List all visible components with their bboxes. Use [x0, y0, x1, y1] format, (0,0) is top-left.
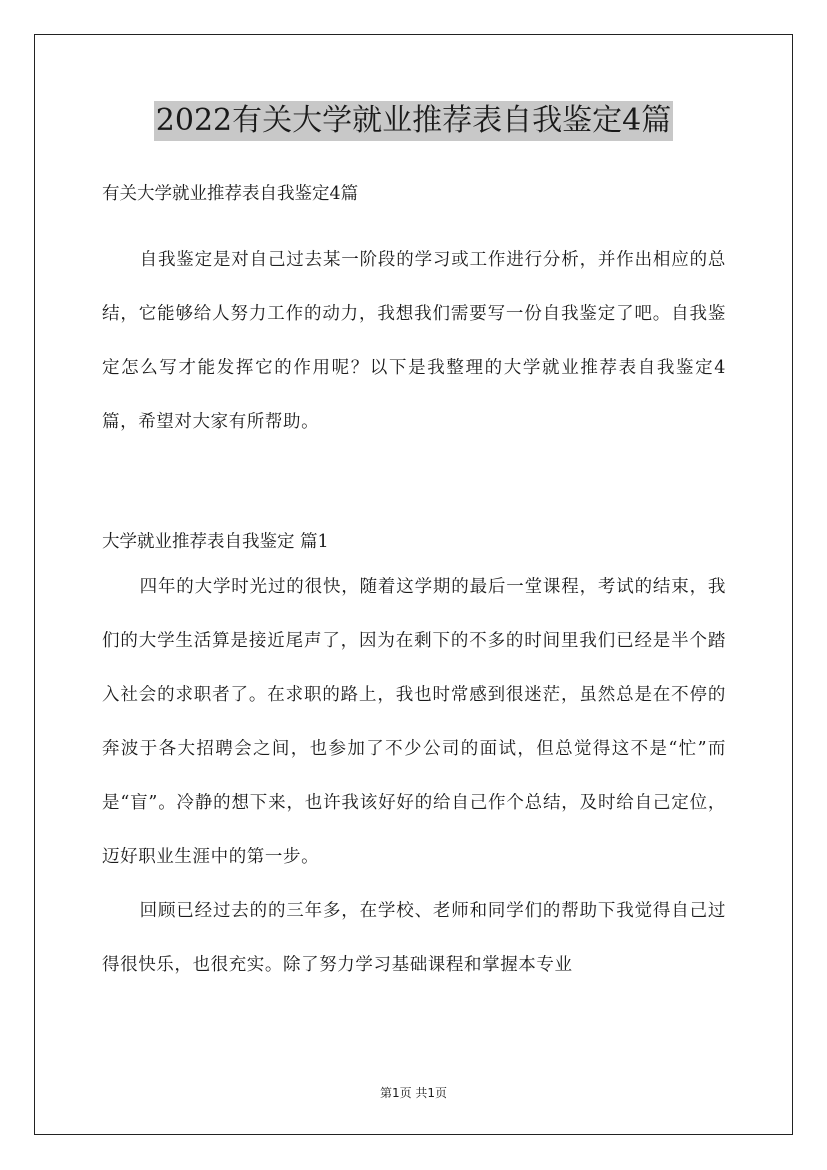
spacer — [102, 449, 726, 524]
document-subtitle: 有关大学就业推荐表自我鉴定4篇 — [102, 184, 359, 204]
page-footer: 第1页 共1页 — [379, 1086, 448, 1100]
document-body — [102, 178, 726, 992]
title-container — [0, 101, 827, 141]
body-paragraph: 四年的大学时光过的很快，随着这学期的最后一堂课程，考试的结束，我们的大学生活算是接近尾声了，因为在剩下的不多的时间里我们已经是半个踏入社会的求职者了。在求职的路上，我也时常感到很迷茫，虽然总是在不停的奔波于各大招聘会之间，也参加了不少公司的面试，但总觉得这不是“忙”而是“盲”。冷静的想下来，也许我该好好的给自己作个总结，及时给自己定位，迈好职业生涯中的第一步。 — [102, 577, 726, 867]
section-heading: 大学就业推荐表自我鉴定 篇1 — [102, 532, 329, 552]
body-paragraph: 回顾已经过去的的三年多，在学校、老师和同学们的帮助下我觉得自己过得很快乐，也很充实。除了努力学习基础课程和掌握本专业 — [102, 901, 726, 975]
document-title: 2022有关大学就业推荐表自我鉴定4篇 — [154, 101, 673, 141]
intro-paragraph: 自我鉴定是对自己过去某一阶段的学习或工作进行分析，并作出相应的总结，它能够给人努力工作的动力，我想我们需要写一份自我鉴定了吧。自我鉴定怎么写才能发挥它的作用呢？以下是我整理的大学就业推荐表自我鉴定4篇，希望对大家有所帮助。 — [102, 250, 726, 432]
